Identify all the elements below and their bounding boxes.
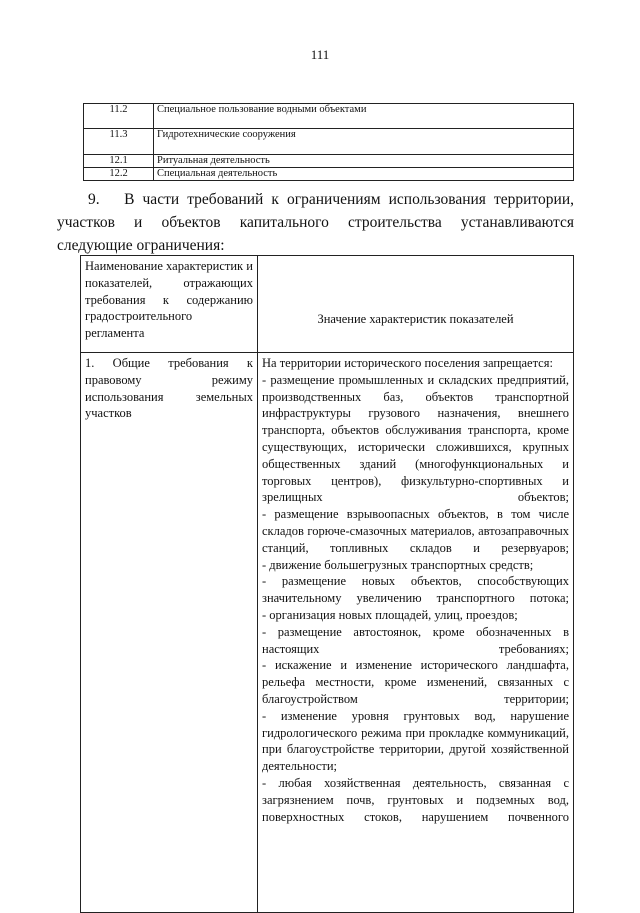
prohibition-item: - размещение взрывоопасных объектов, в том числе складов горюче-смазочных материалов, автозаправочных станций, топливных складов и резервуаров; [262,507,569,555]
prohibition-item: - организация новых площадей, улиц, проездов; [262,607,518,622]
land-use-codes-table [83,103,574,181]
header-values-label: Значение характеристик показателей [317,311,514,326]
code-cell: 11.2 [84,104,154,129]
header-characteristics: Наименование характеристик и показателей, отражающих требования к содержанию градостроительного регламента [81,256,258,353]
page-number: 111 [310,47,330,62]
header-values [258,256,574,353]
prohibition-item: - любая хозяйственная деятельность, связанная с загрязнением почв, грунтовых и подземных вод, поверхностных стоков, нарушением почвенного [262,775,569,824]
name-cell: Специальное пользование водными объектами [154,104,574,129]
table-row [84,104,574,129]
paragraph-text: В части требований к ограничениям использования территории, участков и объектов капитального строительства устанавливаются следующие ограничения: [57,191,575,254]
prohibition-item: - размещение автостоянок, кроме обозначенных в настоящих требованиях; [262,624,569,656]
table-row [84,155,574,168]
name-cell: Гидротехнические сооружения [154,129,574,155]
table-row [84,168,574,181]
prohibition-item: - искажение и изменение исторического ландшафта, рельефа местности, кроме изменений, связанных с благоустройством территории; [262,658,569,706]
paragraph-9 [57,188,574,257]
code-cell: 12.1 [84,155,154,168]
prohibition-item: - изменение уровня грунтовых вод, нарушение гидрологического режима при прокладке коммуникаций, при благоустройстве территории, другой хозяйственной деятельности; [262,708,569,774]
name-cell: Ритуальная деятельность [154,155,574,168]
table-row [84,129,574,155]
prohibition-item: - размещение новых объектов, способствующих значительному увеличению транспортного потока; [262,574,569,606]
table-row [81,353,574,913]
paragraph-number: 9. [88,191,100,208]
table-header-row [81,256,574,353]
general-requirements-cell: 1. Общие требования к правовому режиму использования земельных участков [81,353,258,913]
prohibition-item: - размещение промышленных и складских предприятий, производственных баз, объектов транспортной инфраструктуры грузового назначения, внешнего транспорта, объектов обслуживания транспорта, кроме существующих, исторически сложившихся, крупных общественных зданий (многофункциональных и торговых центров), физкультурно-спортивных и зрелищных объектов; [262,372,569,505]
prohibitions-cell [258,353,574,913]
code-cell: 11.3 [84,129,154,155]
requirements-table [80,255,574,913]
prohibition-item: - движение большегрузных транспортных средств; [262,557,534,572]
name-cell: Специальная деятельность [154,168,574,181]
prohibitions-intro: На территории исторического поселения запрещается: [262,356,553,370]
code-cell: 12.2 [84,168,154,181]
